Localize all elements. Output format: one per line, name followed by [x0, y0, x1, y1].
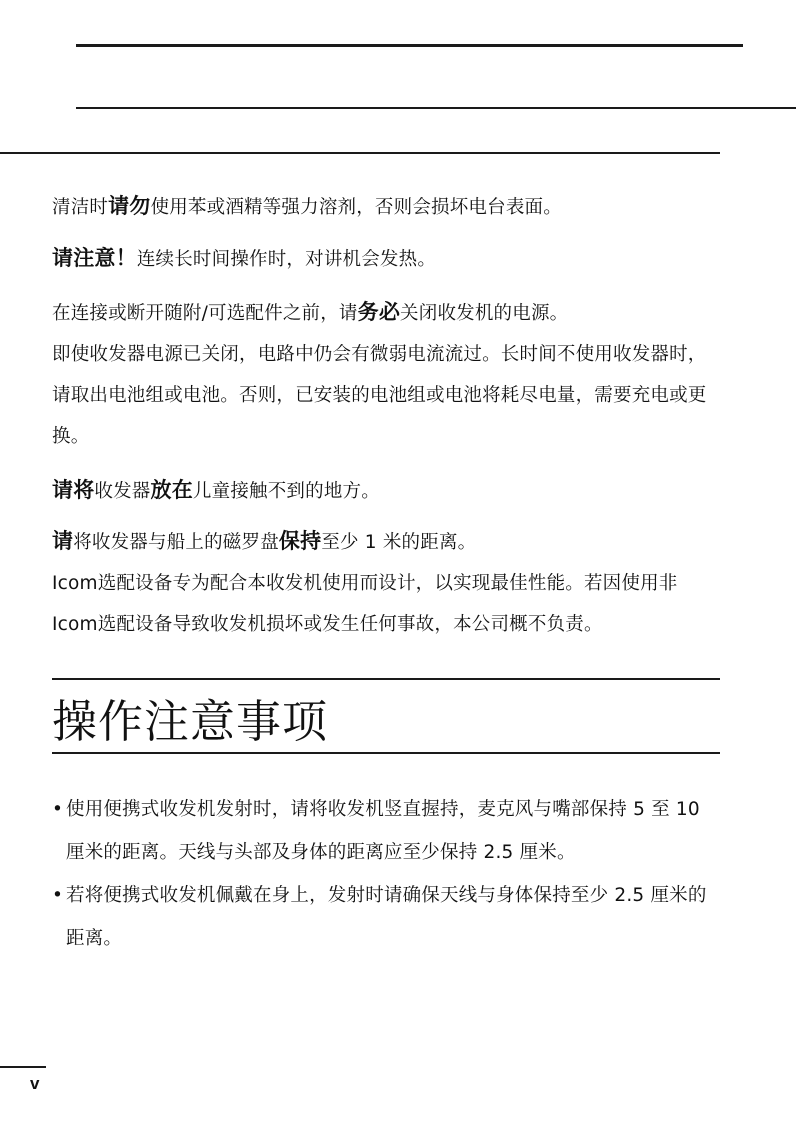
note-compass	[52, 521, 720, 563]
note-children-emphasis-1: 请将	[52, 478, 95, 502]
note-children-text-2: 儿童接触不到的地方。	[192, 481, 380, 502]
bullet-dot: •	[52, 799, 64, 820]
note-power-lead: 在连接或断开随附/可选配件之前，请	[52, 303, 358, 324]
top-rule	[76, 44, 743, 47]
note-battery: 即使收发器电源已关闭，电路中仍会有微弱电流流过。长时间不使用收发器时，请取出电池组或电池。否则，已安装的电池组或电池将耗尽电量，需要充电或更换。	[52, 344, 707, 447]
page-number: v	[30, 1074, 40, 1093]
note-power	[52, 292, 720, 334]
list-item-text: 使用便携式收发机发射时，请将收发机竖直握持，麦克风与嘴部保持 5 至 10 厘米的距离。天线与头部及身体的距离应至少保持 2.5 厘米。	[66, 799, 700, 863]
second-rule	[76, 107, 796, 109]
note-children-text-1: 收发器	[94, 481, 151, 502]
note-compass-text-2: 至少 1 米的距离。	[321, 532, 477, 553]
note-solvent-lead: 清洁时	[52, 197, 109, 218]
note-power-text: 关闭收发机的电源。	[400, 303, 569, 324]
note-options: Icom选配设备专为配合本收发机使用而设计，以实现最佳性能。若因使用非Icom选配设备导致收发机损坏或发生任何事故，本公司概不负责。	[52, 573, 678, 635]
note-solvent-text: 使用苯或酒精等强力溶剂，否则会损坏电台表面。	[150, 197, 562, 218]
section-title: 操作注意事项	[52, 695, 329, 748]
note-compass-emphasis-1: 请	[52, 529, 74, 553]
list-item	[52, 788, 720, 874]
precaution-list	[52, 788, 720, 960]
section-bottom-rule	[52, 752, 720, 754]
footer-rule	[0, 1066, 46, 1068]
note-heat-emphasis: 请注意！	[52, 246, 137, 270]
section-top-rule	[52, 678, 720, 680]
list-item-text: 若将便携式收发机佩戴在身上，发射时请确保天线与身体保持至少 2.5 厘米的距离。	[66, 885, 707, 949]
note-children-emphasis-2: 放在	[150, 478, 193, 502]
list-item	[52, 874, 720, 960]
note-compass-emphasis-2: 保持	[278, 529, 322, 553]
third-rule	[0, 152, 720, 154]
bullet-dot: •	[52, 885, 64, 906]
note-heat	[52, 238, 720, 280]
note-children	[52, 470, 720, 512]
note-power-emphasis: 务必	[357, 300, 401, 324]
note-solvent-emphasis: 请勿	[108, 194, 151, 218]
note-solvent	[52, 186, 720, 228]
note-compass-text-1: 将收发器与船上的磁罗盘	[73, 532, 279, 553]
note-heat-text: 连续长时间操作时，对讲机会发热。	[136, 249, 437, 270]
